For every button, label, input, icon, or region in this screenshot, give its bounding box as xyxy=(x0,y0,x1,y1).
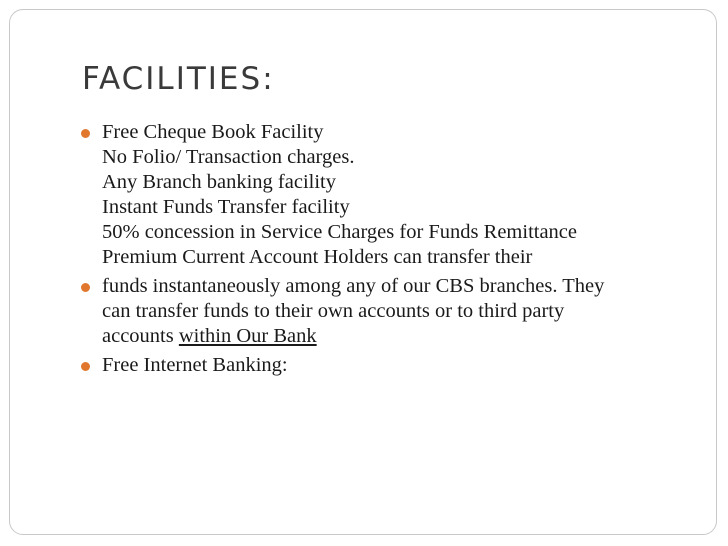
bullet-line: 50% concession in Service Charges for Funds Remittance xyxy=(102,221,578,243)
bullet-dot-icon xyxy=(81,129,90,138)
bullet-line: Instant Funds Transfer facility xyxy=(102,196,350,218)
bullet-item xyxy=(80,353,700,378)
bullet-line: Free Internet Banking: xyxy=(102,354,288,376)
bullet-item xyxy=(80,120,700,270)
bullet-item xyxy=(80,274,700,349)
slide-content xyxy=(80,120,700,382)
bullet-dot-icon xyxy=(81,362,90,371)
bullet-line: Premium Current Account Holders can transfer their xyxy=(102,246,533,268)
bullet-line: can transfer funds to their own accounts or to third party xyxy=(102,300,565,322)
bullet-line: No Folio/ Transaction charges. xyxy=(102,146,355,168)
bullet-line: Free Cheque Book Facility xyxy=(102,121,324,143)
slide-title: FACILITIES: xyxy=(82,61,275,97)
bullet-line: funds instantaneously among any of our CBS branches. They xyxy=(102,275,605,297)
bullet-dot-icon xyxy=(81,283,90,292)
within-our-bank-link[interactable]: within Our Bank xyxy=(178,325,317,347)
bullet-line xyxy=(102,324,700,349)
bullet-line: Any Branch banking facility xyxy=(102,171,336,193)
bullet-line-text: accounts xyxy=(102,325,179,347)
